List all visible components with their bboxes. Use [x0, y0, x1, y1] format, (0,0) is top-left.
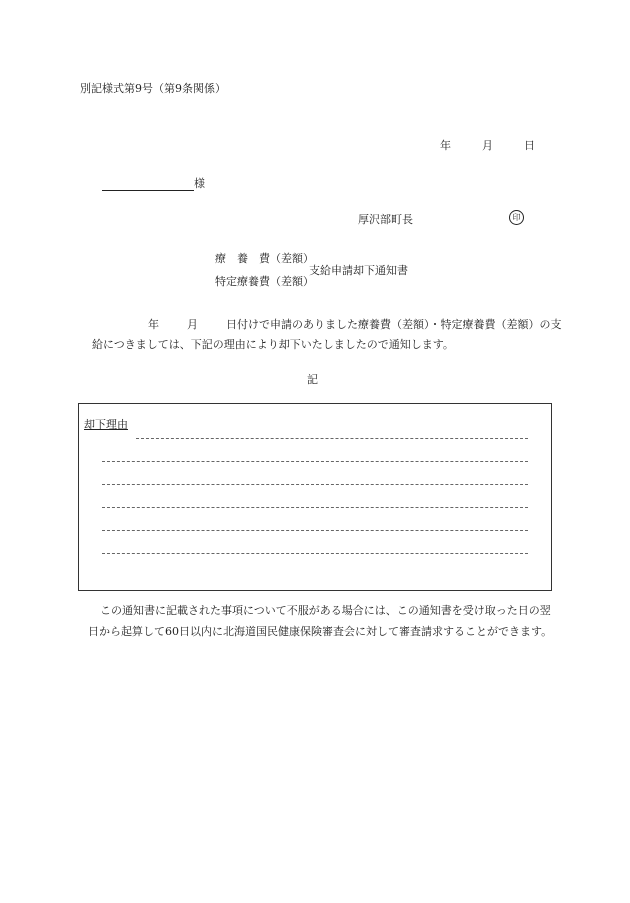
recipient-blank — [102, 178, 194, 191]
title-suffix: 支給申請却下通知書 — [309, 264, 408, 277]
reason-line-4 — [102, 507, 528, 508]
appeal-notice — [88, 600, 558, 642]
ki-heading: 記 — [307, 373, 318, 386]
appeal-notice-text: この通知書に記載された事項について不服がある場合には、この通知書を受け取った日の翌日から起算して60日以内に北海道国民健康保険審査会に対して審査請求することができます。 — [88, 604, 553, 638]
reason-line-3 — [102, 484, 528, 485]
body-month: 月 — [187, 318, 198, 331]
recipient-line — [102, 175, 205, 191]
body-text: 日付けで申請のありました療養費（差額）・特定療養費（差額）の支給につきましては、下記の理由により却下いたしましたので通知します。 — [92, 318, 562, 351]
date-month: 月 — [482, 139, 493, 152]
reason-line-5 — [102, 530, 528, 531]
date-day: 日 — [524, 139, 535, 152]
title-line-1: 療 養 費（差額） — [215, 252, 314, 265]
reason-line-1 — [136, 438, 528, 439]
body-paragraph — [92, 315, 562, 355]
body-year: 年 — [148, 318, 159, 331]
reason-label: 却下理由 — [84, 418, 128, 431]
sender-name: 厚沢部町長 — [358, 213, 413, 226]
form-number: 別記様式第9号（第9条関係） — [80, 82, 226, 95]
title-line-2: 特定療養費（差額） — [215, 275, 314, 288]
recipient-honorific: 様 — [194, 177, 205, 190]
seal-mark: 印 — [509, 210, 524, 225]
date-year: 年 — [440, 139, 451, 152]
date-line — [440, 137, 535, 153]
reason-line-2 — [102, 461, 528, 462]
reason-line-6 — [102, 553, 528, 554]
reason-box — [78, 403, 552, 591]
